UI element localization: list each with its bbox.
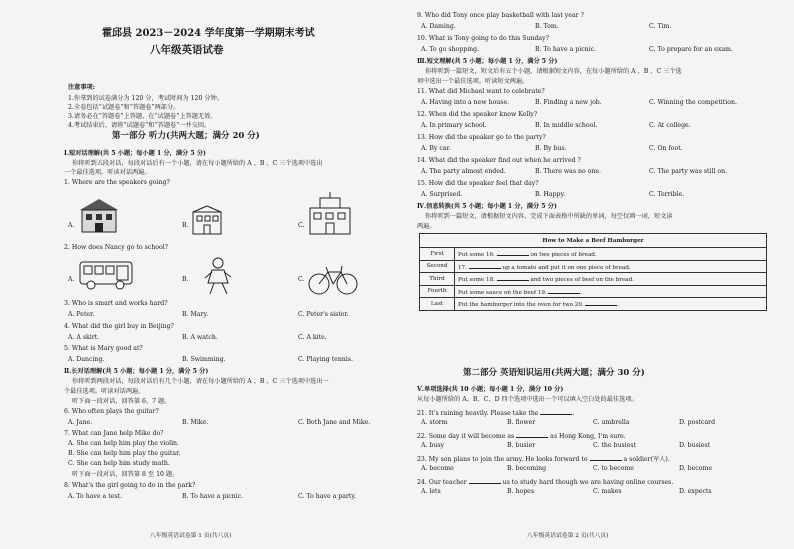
section2-instruction: 你将听到两段对话，每段对话后有几个小题，请在每小题所给的 A 、B 、C 三个选项中选出一 xyxy=(72,378,329,385)
q23-option-d: D. become xyxy=(679,465,713,472)
q21-stem-tail: . xyxy=(572,410,575,417)
q21-option-a: A. storm xyxy=(421,419,448,426)
q22-stem-tail: as Hong Kong, I'm sure. xyxy=(550,433,626,440)
note-item-3: 3.请务必在“答题卷”上答题，在“试题卷”上答题无效。 xyxy=(68,113,217,120)
section4-instruction-2: 两遍。 xyxy=(417,223,436,230)
answer-blank-23[interactable] xyxy=(590,454,622,461)
answer-blank-17[interactable] xyxy=(469,262,501,269)
q15-option-b: B. Happy. xyxy=(535,191,566,198)
q11-option-b: B. Finding a new job. xyxy=(535,99,602,106)
q7-option-a: A. She can help him play the violin. xyxy=(68,440,180,447)
q24-stem-tail: us to study hard though we are having online courses. xyxy=(502,479,674,486)
step-text: Put the hamburger into the oven for two 20. xyxy=(458,302,584,309)
table-row xyxy=(420,260,767,273)
q8-option-c: C. To have a party. xyxy=(298,493,356,500)
step-label: Third xyxy=(420,273,455,286)
q2-option-c-letter: C. xyxy=(298,276,305,283)
paper-title: 八年级英语试卷 xyxy=(150,44,224,56)
q10-option-a: A. To go shopping. xyxy=(421,46,480,53)
q22-option-b: B. busier xyxy=(507,442,536,449)
section4-instruction: 你将听到一篇短文，请根据短文内容，完成下面表格中所缺的单词，每空仅填一词，短文读 xyxy=(425,213,673,220)
q14-option-c: C. The party was still on. xyxy=(649,168,728,175)
note-item-4: 4.考试结束后，请将“试题卷”和“答题卷”一并交回。 xyxy=(68,122,211,129)
step-label: Fourth xyxy=(420,285,455,298)
section4-title: Ⅳ.信息转换(共 5 小题；每小题 1 分，满分 5 分) xyxy=(417,203,557,210)
q13-option-a: A. By car. xyxy=(421,145,451,152)
q9-option-a: A. Daming. xyxy=(421,23,456,30)
q10-option-c: C. To prepare for an exam. xyxy=(649,46,733,53)
question-2: 2. How does Nancy go to school? xyxy=(64,244,168,251)
question-9: 9. Who did Tony once play basketball with last year ? xyxy=(417,12,584,19)
answer-blank-24[interactable] xyxy=(469,477,501,484)
question-12: 12. When did the speaker know Kelly? xyxy=(417,111,538,118)
section5-title: Ⅴ.单项选择(共 10 小题；每小题 1 分，满分 10 分) xyxy=(417,386,564,393)
q23-option-a: A. become xyxy=(421,465,454,472)
part2-title: 第二部分 英语知识运用(共两大题；满分 30 分) xyxy=(463,368,645,378)
table-row xyxy=(420,298,767,311)
question-3: 3. Who is smart and works hard? xyxy=(64,300,168,307)
table-row xyxy=(420,273,767,286)
answer-blank-19[interactable] xyxy=(548,287,583,296)
q10-option-b: B. To have a picnic. xyxy=(535,46,597,53)
question-7: 7. What can Jane help Mike do? xyxy=(64,430,164,437)
q14-option-b: B. There was no one. xyxy=(535,168,601,175)
q23-stem: 23. My son plans to join the army. He looks forward to xyxy=(417,456,588,463)
question-13: 13. How did the speaker go to the party? xyxy=(417,134,546,141)
bus-picture xyxy=(78,258,134,292)
q24-stem: 24. Our teacher xyxy=(417,479,467,486)
q11-option-a: A. Having into a new house. xyxy=(421,99,510,106)
notes-heading: 注意事项: xyxy=(68,84,96,91)
section1-instruction: 你将听到五段对话，每段对话后有一个小题，请在每小题所给的 A 、B 、C 三个选项中选出 xyxy=(72,160,323,167)
q22-option-d: D. busiest xyxy=(679,442,711,449)
hamburger-steps-table xyxy=(419,233,767,311)
page-footer: 八年级英语试卷第 1 页(共八页) xyxy=(150,533,232,539)
section3-title: Ⅲ.短文理解(共 5 小题；每小题 1 分，满分 5 分) xyxy=(417,58,558,65)
step-text-tail: . xyxy=(580,289,583,296)
section2-sub1: 听下面一段对话，回答第 6、7 题。 xyxy=(72,398,171,405)
q22-option-c: C. the busiest xyxy=(593,442,636,449)
q3-option-a: A. Peter. xyxy=(68,311,95,318)
step-label: Second xyxy=(420,260,455,273)
question-6: 6. Who often plays the guitar? xyxy=(64,408,159,415)
q2-option-b-letter: B. xyxy=(182,276,189,283)
q23-stem-tail: a soldier(军人). xyxy=(623,456,670,463)
cinema-building-picture xyxy=(306,192,354,236)
q13-option-c: C. On foot. xyxy=(649,145,683,152)
q21-option-c: C. umbrella xyxy=(593,419,630,426)
q4-option-c: C. A kite. xyxy=(298,334,327,341)
step-text: Put some 18. xyxy=(458,277,495,284)
step-text-tail: on two pieces of bread. xyxy=(530,252,597,259)
q24-option-a: A. lets xyxy=(421,488,441,495)
answer-blank-21[interactable] xyxy=(540,408,575,417)
step-text-tail: and two pieces of beef on the bread. xyxy=(530,277,634,284)
q5-option-a: A. Dancing. xyxy=(68,356,105,363)
q21-option-d: D. postcard xyxy=(679,419,716,426)
answer-blank-22[interactable] xyxy=(516,431,548,438)
q3-option-b: B. Mary. xyxy=(182,311,209,318)
q14-option-a: A. The party almost ended. xyxy=(421,168,506,175)
answer-blank-18[interactable] xyxy=(497,274,529,281)
answer-blank-16[interactable] xyxy=(497,249,529,256)
q24-option-d: D. expects xyxy=(679,488,712,495)
question-22 xyxy=(417,431,626,440)
q9-option-c: C. Tim. xyxy=(649,23,672,30)
question-14: 14. What did the speaker find out when he arrived ? xyxy=(417,157,581,164)
q15-option-c: C. Terrible. xyxy=(649,191,685,198)
q6-option-a: A. Jane. xyxy=(68,419,93,426)
question-5: 5. What is Mary good at? xyxy=(64,345,143,352)
section2-sub2: 听下面一段对话，回答第 8 至 10 题。 xyxy=(72,471,179,478)
table-title: How to Make a Beef Hamburger xyxy=(420,234,767,248)
q22-option-a: A. busy xyxy=(421,442,445,449)
q7-option-c: C. She can help him study math. xyxy=(68,460,170,467)
q5-option-b: B. Swimming. xyxy=(182,356,226,363)
q4-option-b: B. A watch. xyxy=(182,334,218,341)
bookstore-building-picture xyxy=(76,196,122,234)
q1-option-c-letter: C. xyxy=(298,222,305,229)
q12-option-a: A. In primary school. xyxy=(421,122,487,129)
answer-blank-20[interactable] xyxy=(585,299,620,309)
question-1: 1. Where are the speakers going? xyxy=(64,179,170,186)
question-11: 11. What did Michael want to celebrate? xyxy=(417,88,545,95)
table-row xyxy=(420,285,767,298)
question-21 xyxy=(417,408,574,417)
q21-option-b: B. flower xyxy=(507,419,536,426)
bicycle-picture xyxy=(308,260,358,296)
question-8: 8. What's the girl going to do in the park? xyxy=(64,482,196,489)
section5-instruction: 从每小题所给的 A、B、C、D 四个选项中选出一个可以填入空白处的最佳选项。 xyxy=(417,396,638,403)
q11-option-c: C. Winning the competition. xyxy=(649,99,737,106)
step-label: First xyxy=(420,248,455,261)
q8-option-a: A. To have a test. xyxy=(68,493,122,500)
step-text-tail: . xyxy=(617,302,620,309)
q4-option-a: A. A skirt. xyxy=(68,334,100,341)
step-text: Put some 16. xyxy=(458,252,495,259)
question-15: 15. How did the speaker feel that day? xyxy=(417,180,539,187)
question-10: 10. What is Tony going to do this Sunday? xyxy=(417,35,549,42)
q1-option-b-letter: B. xyxy=(182,222,189,229)
section1-title: Ⅰ.短对话理解(共 5 小题；每小题 1 分，满分 5 分) xyxy=(64,150,206,157)
q7-option-b: B. She can help him play the guitar. xyxy=(68,450,181,457)
step-text: 17. xyxy=(458,264,467,271)
q23-option-b: B. becoming xyxy=(507,465,547,472)
step-text: Put some sauce on the beef 19. xyxy=(458,289,547,296)
q13-option-b: B. By bus. xyxy=(535,145,567,152)
page-footer: 八年级英语试卷第 2 页(共八页) xyxy=(527,533,609,539)
q15-option-a: A. Surprised. xyxy=(421,191,463,198)
q8-option-b: B. To have a picnic. xyxy=(182,493,244,500)
q21-stem: 21. It's raining heavily. Please take the xyxy=(417,410,539,417)
school-title: 霍邱县 2023－2024 学年度第一学期期末考试 xyxy=(102,28,315,39)
school-building-picture xyxy=(190,204,224,236)
question-4: 4. What did the girl buy in Beijing? xyxy=(64,323,174,330)
q5-option-c: C. Playing tennis. xyxy=(298,356,353,363)
question-23 xyxy=(417,454,670,463)
note-item-1: 1.你拿到的试卷满分为 120 分，考试时间为 120 分钟。 xyxy=(68,95,223,102)
walking-girl-picture xyxy=(200,256,236,296)
exam-page-2 xyxy=(397,0,794,549)
section3-instruction-2: 项中选出一个最佳选项。听读短文两遍。 xyxy=(417,78,529,85)
q6-option-b: B. Mike. xyxy=(182,419,209,426)
section2-instruction-2: 个最佳选项。听读对话两遍。 xyxy=(64,388,145,395)
q9-option-b: B. Tom. xyxy=(535,23,559,30)
section1-instruction-2: 一个最佳选项。听读对话两遍。 xyxy=(64,169,151,176)
step-label: Last xyxy=(420,298,455,311)
q22-stem: 22. Some day it will become as xyxy=(417,433,515,440)
q3-option-c: C. Peter's sister. xyxy=(298,311,349,318)
note-item-2: 2.全卷包括“试题卷”和“答题卷”两部分。 xyxy=(68,104,180,111)
table-row xyxy=(420,248,767,261)
section3-instruction: 你将听到一篇短文，短文后有五个小题，请根据短文内容，在每小题所给的 A 、B 、C 三个选 xyxy=(425,68,682,75)
q12-option-b: B. In middle school. xyxy=(535,122,598,129)
step-text-tail: up a tomato and put it on one piece of bread. xyxy=(502,264,631,271)
q24-option-b: B. hopes xyxy=(507,488,534,495)
question-24 xyxy=(417,477,673,486)
q23-option-c: C. to become xyxy=(593,465,634,472)
q24-option-c: C. makes xyxy=(593,488,622,495)
section2-title: Ⅱ.长对话理解(共 5 小题；每小题 1 分，满分 5 分) xyxy=(64,368,209,375)
q1-option-a-letter: A. xyxy=(68,222,75,229)
q12-option-c: C. At college. xyxy=(649,122,691,129)
part1-title: 第一部分 听力(共两大题；满分 20 分) xyxy=(112,131,260,141)
q2-option-a-letter: A. xyxy=(68,276,75,283)
q6-option-c: C. Both Jane and Mike. xyxy=(298,419,371,426)
